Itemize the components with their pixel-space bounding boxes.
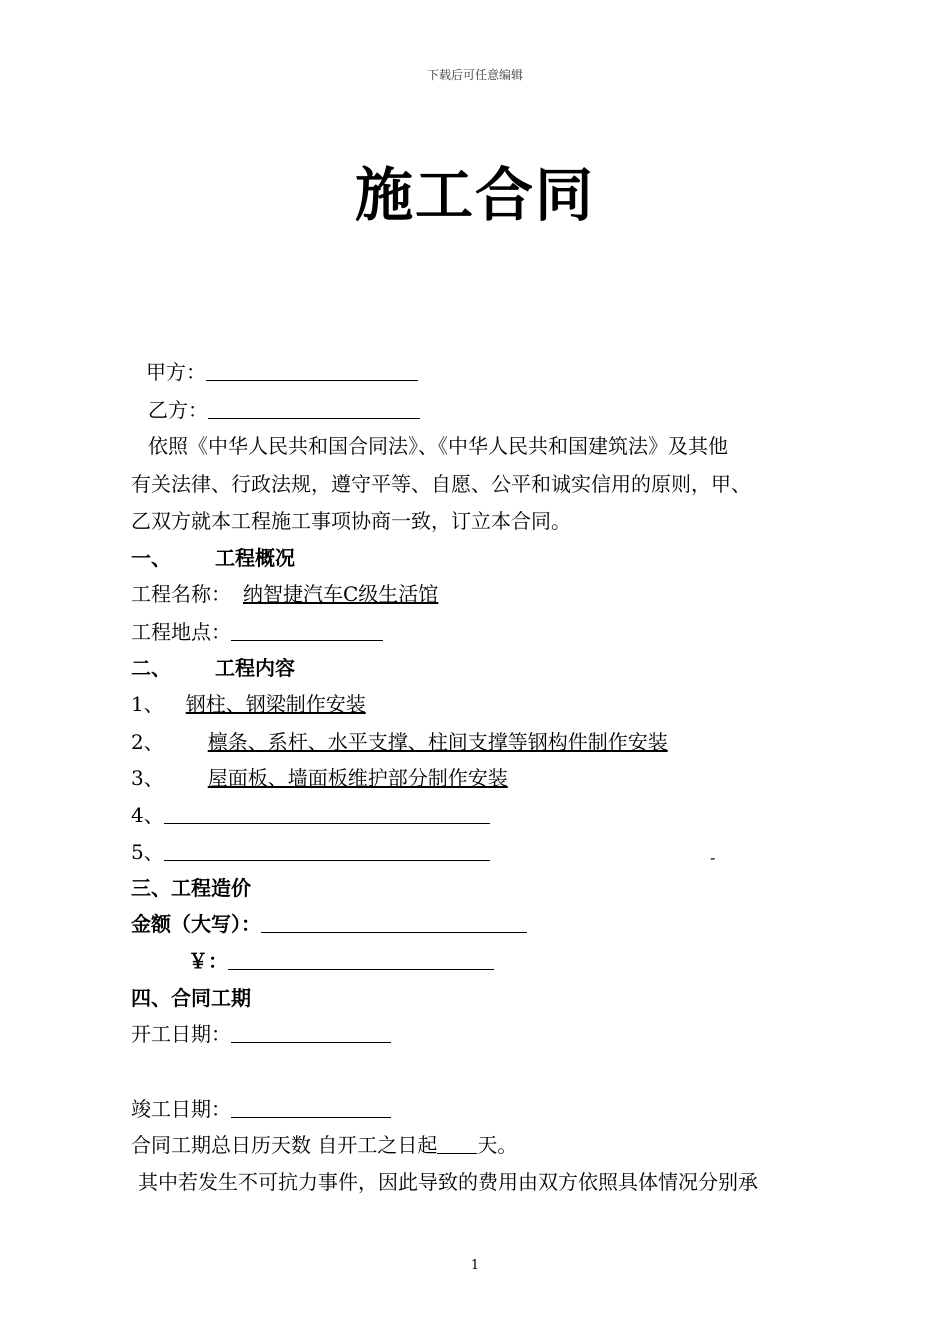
preamble-line-1: 依照《中华人民共和国合同法》、《中华人民共和国建筑法》及其他 (148, 434, 728, 458)
duration-unit: 天。 (477, 1133, 518, 1157)
party-a-line (146, 359, 418, 385)
party-a-label: 甲方： (146, 360, 206, 384)
header-note: 下载后可任意编辑 (426, 68, 523, 82)
project-site-field[interactable] (231, 620, 383, 641)
yen-label: ￥： (188, 949, 228, 973)
amount-label: 金额（大写）： (131, 912, 261, 936)
party-b-label: 乙方： (148, 398, 208, 422)
duration-text: 合同工期总日历天数 自开工之日起 (131, 1133, 438, 1157)
item-number: 5、 (131, 840, 164, 864)
item-text: 钢柱、钢梁制作安装 (185, 692, 366, 716)
force-majeure-line: 其中若发生不可抗力事件，因此导致的费用由双方依照具体情况分别承 (138, 1170, 758, 1194)
project-site-label: 工程地点： (131, 620, 231, 644)
yen-line (188, 948, 494, 974)
project-name-value: 纳智捷汽车C级生活馆 (243, 582, 439, 606)
item-field[interactable] (164, 803, 490, 824)
item-number: 4、 (131, 803, 164, 827)
yen-field[interactable] (228, 949, 494, 970)
section-3-heading: 三、工程造价 (131, 876, 251, 900)
section-1-heading (131, 545, 295, 571)
start-date-line (131, 1021, 391, 1047)
amount-line (131, 911, 527, 937)
preamble-line-2: 有关法律、行政法规，遵守平等、自愿、公平和诚实信用的原则，甲、 (131, 472, 751, 496)
party-b-line (148, 397, 420, 423)
content-item-4 (131, 802, 490, 828)
section-4-heading: 四、合同工期 (131, 986, 251, 1010)
end-date-label: 竣工日期： (131, 1097, 231, 1121)
party-a-field[interactable] (206, 360, 418, 381)
section-2-number: 二、 (131, 656, 171, 680)
section-2-heading (131, 655, 295, 681)
amount-field[interactable] (261, 912, 527, 933)
start-date-field[interactable] (231, 1022, 391, 1043)
item-field[interactable] (164, 692, 568, 716)
end-date-field[interactable] (231, 1097, 391, 1118)
stray-dash-mark: - (710, 848, 716, 867)
page-number: 1 (470, 1258, 480, 1273)
duration-line (131, 1132, 517, 1158)
end-date-line (131, 1096, 391, 1122)
item-field[interactable] (164, 766, 508, 790)
preamble-line-3: 乙双方就本工程施工事项协商一致，订立本合同。 (131, 509, 571, 533)
project-site-line (131, 619, 383, 645)
project-name-label: 工程名称： (131, 582, 231, 606)
item-text: 檩条、系杆、水平支撑、柱间支撑等钢构件制作安装 (207, 730, 668, 754)
content-item-5 (131, 839, 490, 865)
project-name-line (131, 581, 466, 607)
item-number: 3、 (131, 766, 164, 790)
section-2-title: 工程内容 (215, 656, 295, 680)
duration-days-field[interactable] (437, 1133, 477, 1154)
item-field[interactable] (164, 840, 490, 861)
content-item-2 (131, 729, 668, 755)
item-field[interactable] (164, 730, 668, 754)
content-item-3 (131, 765, 508, 791)
section-1-title: 工程概况 (215, 546, 295, 570)
content-item-1 (131, 691, 568, 717)
item-text: 屋面板、墙面板维护部分制作安装 (207, 766, 508, 790)
item-number: 2、 (131, 730, 164, 754)
project-name-field[interactable] (231, 582, 466, 606)
section-1-number: 一、 (131, 546, 171, 570)
start-date-label: 开工日期： (131, 1022, 231, 1046)
party-b-field[interactable] (208, 398, 420, 419)
item-number: 1、 (131, 692, 164, 716)
document-title: 施工合同 (354, 161, 595, 229)
